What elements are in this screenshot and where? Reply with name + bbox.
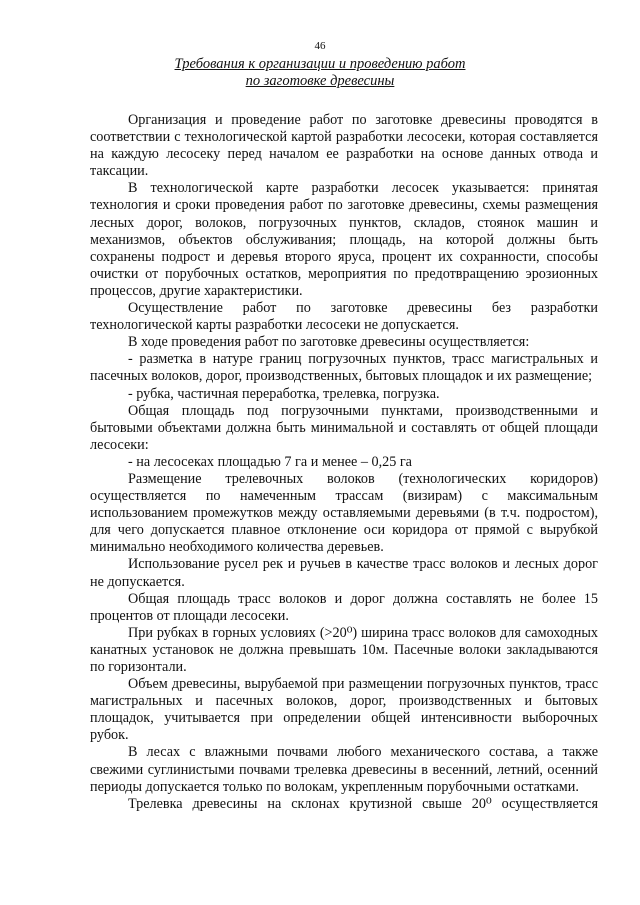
paragraph-11: Общая площадь трасс волоков и дорог должна составлять не более 15 процентов от площади лесосеки. [90,590,598,624]
paragraph-15: Трелевка древесины на склонах крутизной свыше 20⁰ осуществляется [128,795,598,812]
section-heading-line-2: по заготовке древесины [245,73,395,89]
paragraph-10: Использование русел рек и ручьев в качестве трасс волоков и лесных дорог не допускается. [90,556,598,590]
section-heading-line-1: Требования к организации и проведению работ [174,56,466,72]
paragraph-13: Объем древесины, вырубаемой при размещении погрузочных пунктов, трасс магистральных и пасечных волоков, дорог, производственных и бытовых площадок, учитывается при определении общей интенсивности выборочных рубок. [90,676,598,744]
paragraph-14: В лесах с влажными почвами любого механического состава, а также свежими суглинистыми почвами трелевка древесины в весенний, летний, осенний периоды допускается только по волокам, укрепленным порубочными остатками. [90,744,598,795]
paragraph-7: Общая площадь под погрузочными пунктами, производственными и бытовыми объектами должна быть минимальной и составлять от общей площади лесосеки: [90,402,598,453]
page-number: 46 [314,40,326,52]
document-body [90,112,598,813]
list-item-marking: - разметка в натуре границ погрузочных пунктов, трасс магистральных и пасечных волоков, дорог, производственных, бытовых площадок и их размещение; [90,351,598,385]
paragraph-3: Осуществление работ по заготовке древесины без разработки технологической карты разработки лесосеки не допускается. [90,300,598,334]
paragraph-12: При рубках в горных условиях (>20⁰) ширина трасс волоков для самоходных канатных установок не должна превышать 10м. Пасечные волоки закладываются по горизонтали. [90,624,598,675]
section-heading [0,56,640,90]
paragraph-9: Размещение трелевочных волоков (технологических коридоров) осуществляется по намеченным трассам (визирам) с максимальным использованием промежутков между оставляемыми деревьями (в т.ч. подростом), для чего допускается плавное отклонение оси коридора от прямой с вырубкой минимально необходимого количества деревьев. [90,470,598,556]
paragraph-4: В ходе проведения работ по заготовке древесины осуществляется: [128,334,530,351]
paragraph-1: Организация и проведение работ по заготовке древесины проводятся в соответствии с технологической картой разработки лесосеки, которая составляется на каждую лесосеку перед началом ее разработки на основе данных отвода и таксации. [90,112,598,180]
list-item-area: - на лесосеках площадью 7 га и менее – 0,25 га [128,453,412,470]
list-item-felling: - рубка, частичная переработка, трелевка, погрузка. [128,385,440,402]
paragraph-2: В технологической карте разработки лесосек указывается: принятая технология и сроки проведения работ по заготовке древесины, схемы размещения лесных дорог, волоков, погрузочных пунктов, складов, стоянок машин и механизмов, объектов обслуживания; площадь, на которой должны быть сохранены подрост и деревья второго яруса, процент их сохранности, способы очистки от порубочных остатков, мероприятия по предотвращению эрозионных процессов, другие характеристики. [90,180,598,299]
